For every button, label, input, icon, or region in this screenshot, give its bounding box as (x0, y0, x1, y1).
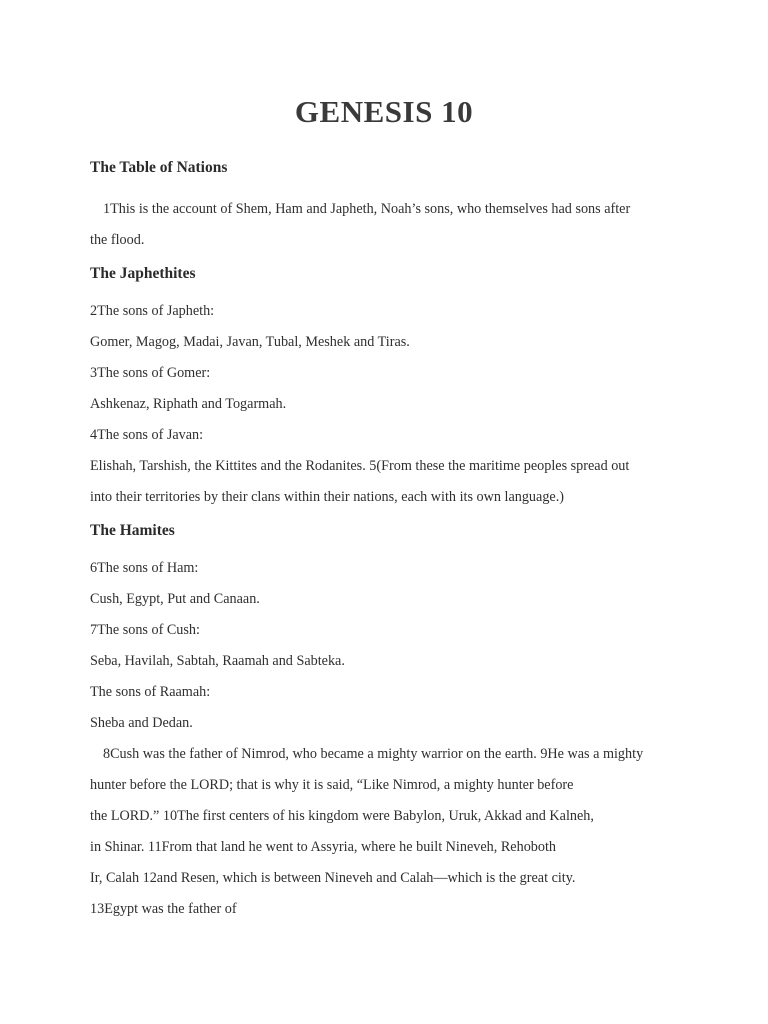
text-line: 4The sons of Javan: (90, 427, 204, 443)
text-line: in Shinar. 11From that land he went to Assyria, where he built Nineveh, Rehoboth (90, 839, 557, 855)
text-line: Ashkenaz, Riphath and Togarmah. (90, 396, 287, 412)
text-line: into their territories by their clans within their nations, each with its own language.) (90, 489, 564, 505)
section-heading-japhethites: The Japhethites (90, 265, 196, 282)
spacer (90, 186, 690, 194)
text-line: 13Egypt was the father of (90, 901, 237, 917)
text-line: Sheba and Dedan. (90, 715, 193, 731)
text-line: the flood. (90, 232, 145, 248)
text-line: Gomer, Magog, Madai, Javan, Tubal, Meshek and Tiras. (90, 334, 410, 350)
text-line: 2The sons of Japheth: (90, 303, 215, 319)
text-line: 3The sons of Gomer: (90, 365, 211, 381)
text-line: 1This is the account of Shem, Ham and Japheth, Noah’s sons, who themselves had sons after (103, 201, 631, 217)
text-line: 6The sons of Ham: (90, 560, 199, 576)
text-line: Cush, Egypt, Put and Canaan. (90, 591, 260, 607)
document-body (90, 150, 690, 925)
text-line: hunter before the LORD; that is why it is said, “Like Nimrod, a mighty hunter before (90, 777, 574, 793)
text-line: The sons of Raamah: (90, 684, 211, 700)
text-line: 7The sons of Cush: (90, 622, 200, 638)
text-line: Ir, Calah 12and Resen, which is between Nineveh and Calah—which is the great city. (90, 870, 576, 886)
text-line: 8Cush was the father of Nimrod, who became a mighty warrior on the earth. 9He was a mighty (103, 746, 644, 762)
text-line: Seba, Havilah, Sabtah, Raamah and Sabteka. (90, 653, 345, 669)
page-title: GENESIS 10 (294, 94, 474, 129)
section-heading-hamites: The Hamites (90, 522, 175, 539)
text-line: the LORD.” 10The first centers of his kingdom were Babylon, Uruk, Akkad and Kalneh, (90, 808, 594, 824)
text-line: Elishah, Tarshish, the Kittites and the Rodanites. 5(From these the maritime peoples spread out (90, 458, 630, 474)
section-heading-table-of-nations: The Table of Nations (90, 159, 228, 176)
